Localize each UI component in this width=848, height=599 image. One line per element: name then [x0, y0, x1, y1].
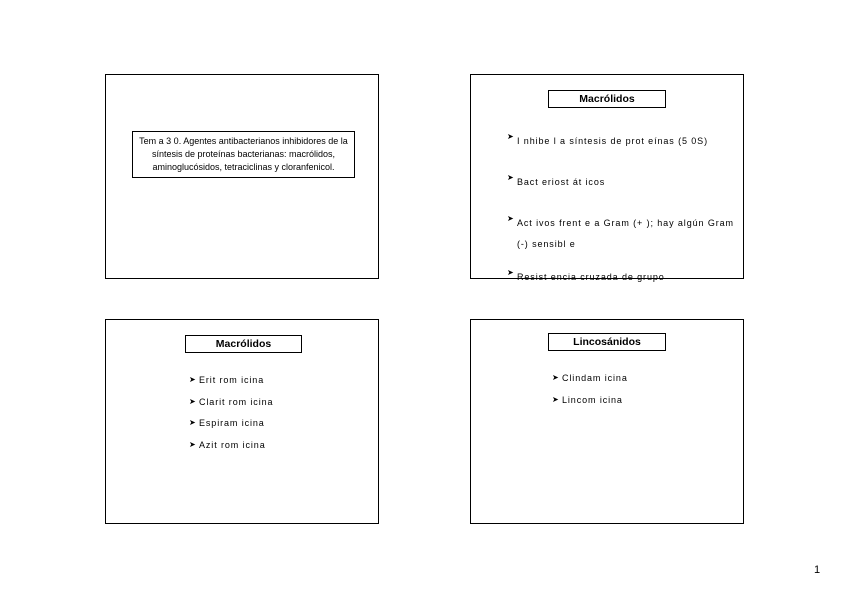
- arrowhead-icon: ➤: [507, 214, 515, 223]
- slide-title: Macrólidos: [185, 335, 302, 353]
- bullet-list: [189, 374, 273, 460]
- slide-4: [470, 319, 744, 524]
- arrowhead-icon: ➤: [189, 375, 197, 384]
- bullet-list: [552, 372, 628, 415]
- arrowhead-icon: ➤: [507, 132, 515, 141]
- bullet-list: [507, 131, 737, 308]
- arrowhead-icon: ➤: [552, 394, 560, 404]
- list-item: ➤ Resist encia cruzada de grupo: [507, 268, 665, 282]
- list-item: ➤ Clindam icina: [552, 373, 628, 383]
- slide-title: Lincosánidos: [548, 333, 666, 351]
- list-item: ➤ Clarit rom icina: [189, 396, 274, 407]
- slide-title: Macrólidos: [548, 90, 666, 108]
- arrowhead-icon: ➤: [189, 418, 197, 427]
- slide-3: [105, 319, 379, 524]
- slide-1: [105, 74, 379, 279]
- list-item: ➤ Erit rom icina: [189, 375, 265, 385]
- arrowhead-icon: ➤: [189, 396, 197, 406]
- list-item: ➤ I nhibe l a síntesis de prot eínas (5 0S): [507, 132, 708, 146]
- list-item: ➤ Bact eriost át icos: [507, 173, 606, 187]
- arrowhead-icon: ➤: [507, 268, 515, 277]
- list-item: ➤ Azit rom icina: [189, 439, 266, 450]
- topic-box: Tem a 3 0. Agentes antibacterianos inhibidores de la síntesis de proteínas bacterianas: macrólidos, aminoglucósidos, tetraciclinas y cloranfenicol.: [132, 131, 355, 178]
- list-item: ➤ Act ivos frent e a Gram (+ ); hay algún Gram (-) sensibl e: [507, 214, 734, 249]
- list-item: ➤ Espiram icina: [189, 418, 265, 428]
- arrowhead-icon: ➤: [189, 439, 197, 449]
- page-number: 1: [814, 564, 821, 576]
- arrowhead-icon: ➤: [507, 173, 515, 182]
- slide-2: [470, 74, 744, 282]
- arrowhead-icon: ➤: [552, 373, 560, 382]
- list-item: ➤ Lincom icina: [552, 394, 623, 405]
